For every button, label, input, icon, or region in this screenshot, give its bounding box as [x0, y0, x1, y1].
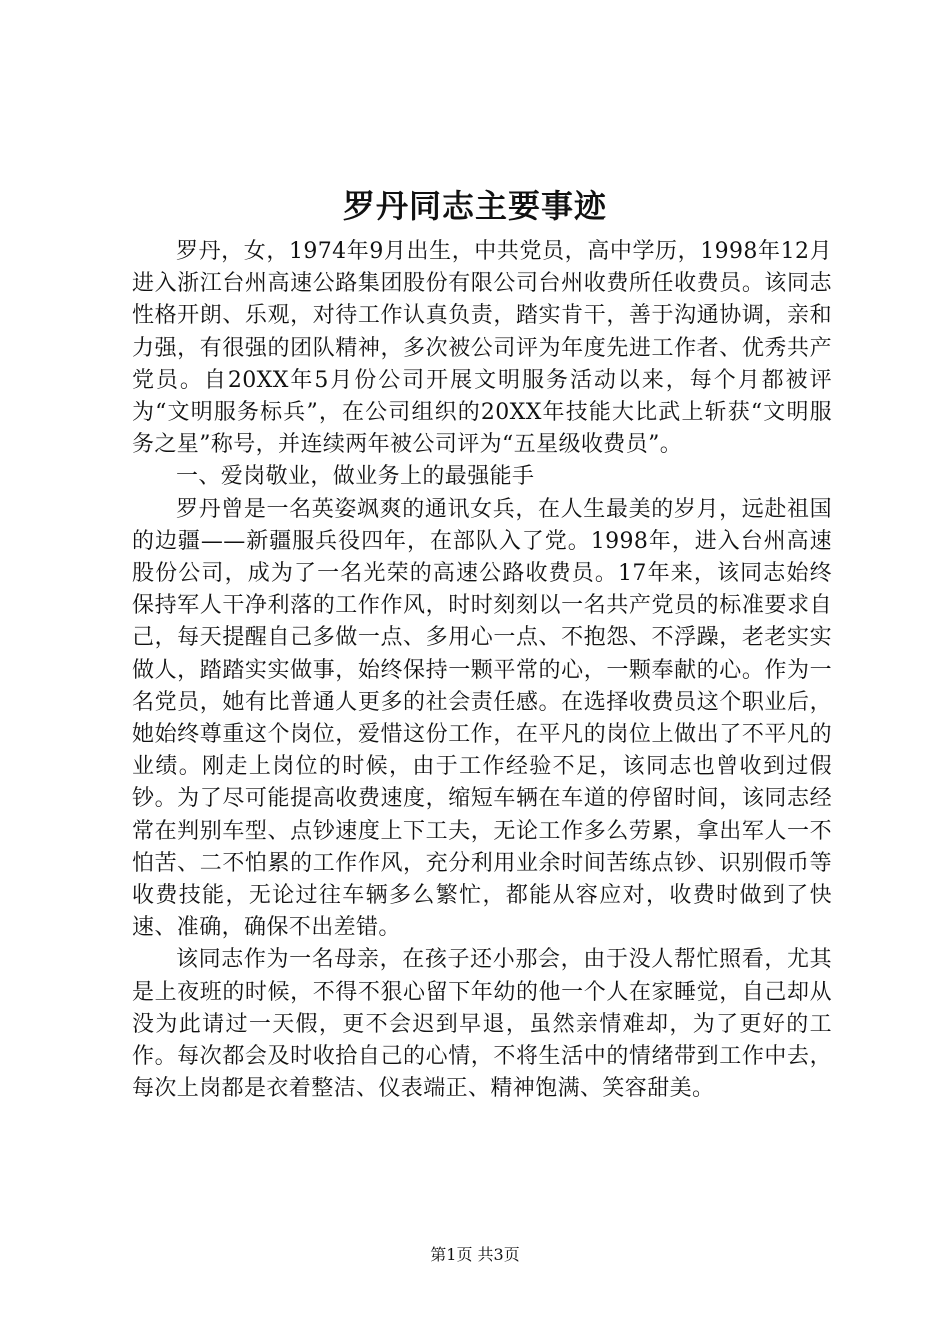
paragraph-intro: 罗丹，女，1974年9月出生，中共党员，高中学历，1998年12月进入浙江台州高速公路集团股份有限公司台州收费所任收费员。该同志性格开朗、乐观，对待工作认真负责，踏实肯干，善于沟通协调，亲和力强，有很强的团队精神，多次被公司评为年度先进工作者、优秀共产党员。自20XX年5月份公司开展文明服务活动以来，每个月都被评为“文明服务标兵”，在公司组织的20XX年技能大比武上斩获“文明服务之星”称号，并连续两年被公司评为“五星级收费员”。: [132, 239, 832, 458]
document-body: [132, 236, 832, 1105]
section-heading: 一、爱岗敬业，做业务上的最强能手: [176, 464, 535, 490]
page-footer: 第1页 共3页: [430, 1245, 520, 1264]
paragraph-career: 罗丹曾是一名英姿飒爽的通讯女兵，在人生最美的岁月，远赴祖国的边疆——新疆服兵役四年，在部队入了党。1998年，进入台州高速股份公司，成为了一名光荣的高速公路收费员。17年来，该同志始终保持军人干净利落的工作作风，时时刻刻以一名共产党员的标准要求自己，每天提醒自己多做一点、多用心一点、不抱怨、不浮躁，老老实实做人，踏踏实实做事，始终保持一颗平常的心，一颗奉献的心。作为一名党员，她有比普通人更多的社会责任感。在选择收费员这个职业后，她始终尊重这个岗位，爱惜这份工作，在平凡的岗位上做出了不平凡的业绩。刚走上岗位的时候，由于工作经验不足，该同志也曾收到过假钞。为了尽可能提高收费速度，缩短车辆在车道的停留时间，该同志经常在判别车型、点钞速度上下工夫，无论工作多么劳累，拿出军人一不怕苦、二不怕累的工作作风，充分利用业余时间苦练点钞、识别假币等收费技能，无论过往车辆多么繁忙，都能从容应对，收费时做到了快速、准确，确保不出差错。: [132, 496, 832, 941]
document-title: 罗丹同志主要事迹: [342, 187, 607, 225]
paragraph-mother: 该同志作为一名母亲，在孩子还小那会，由于没人帮忙照看，尤其是上夜班的时候，不得不狠心留下年幼的他一个人在家睡觉，自己却从没为此请过一天假，更不会迟到早退，虽然亲情难却，为了更好的工作。每次都会及时收拾自己的心情，不将生活中的情绪带到工作中去，每次上岗都是衣着整洁、仪表端正、精神饱满、笑容甜美。: [132, 947, 832, 1102]
